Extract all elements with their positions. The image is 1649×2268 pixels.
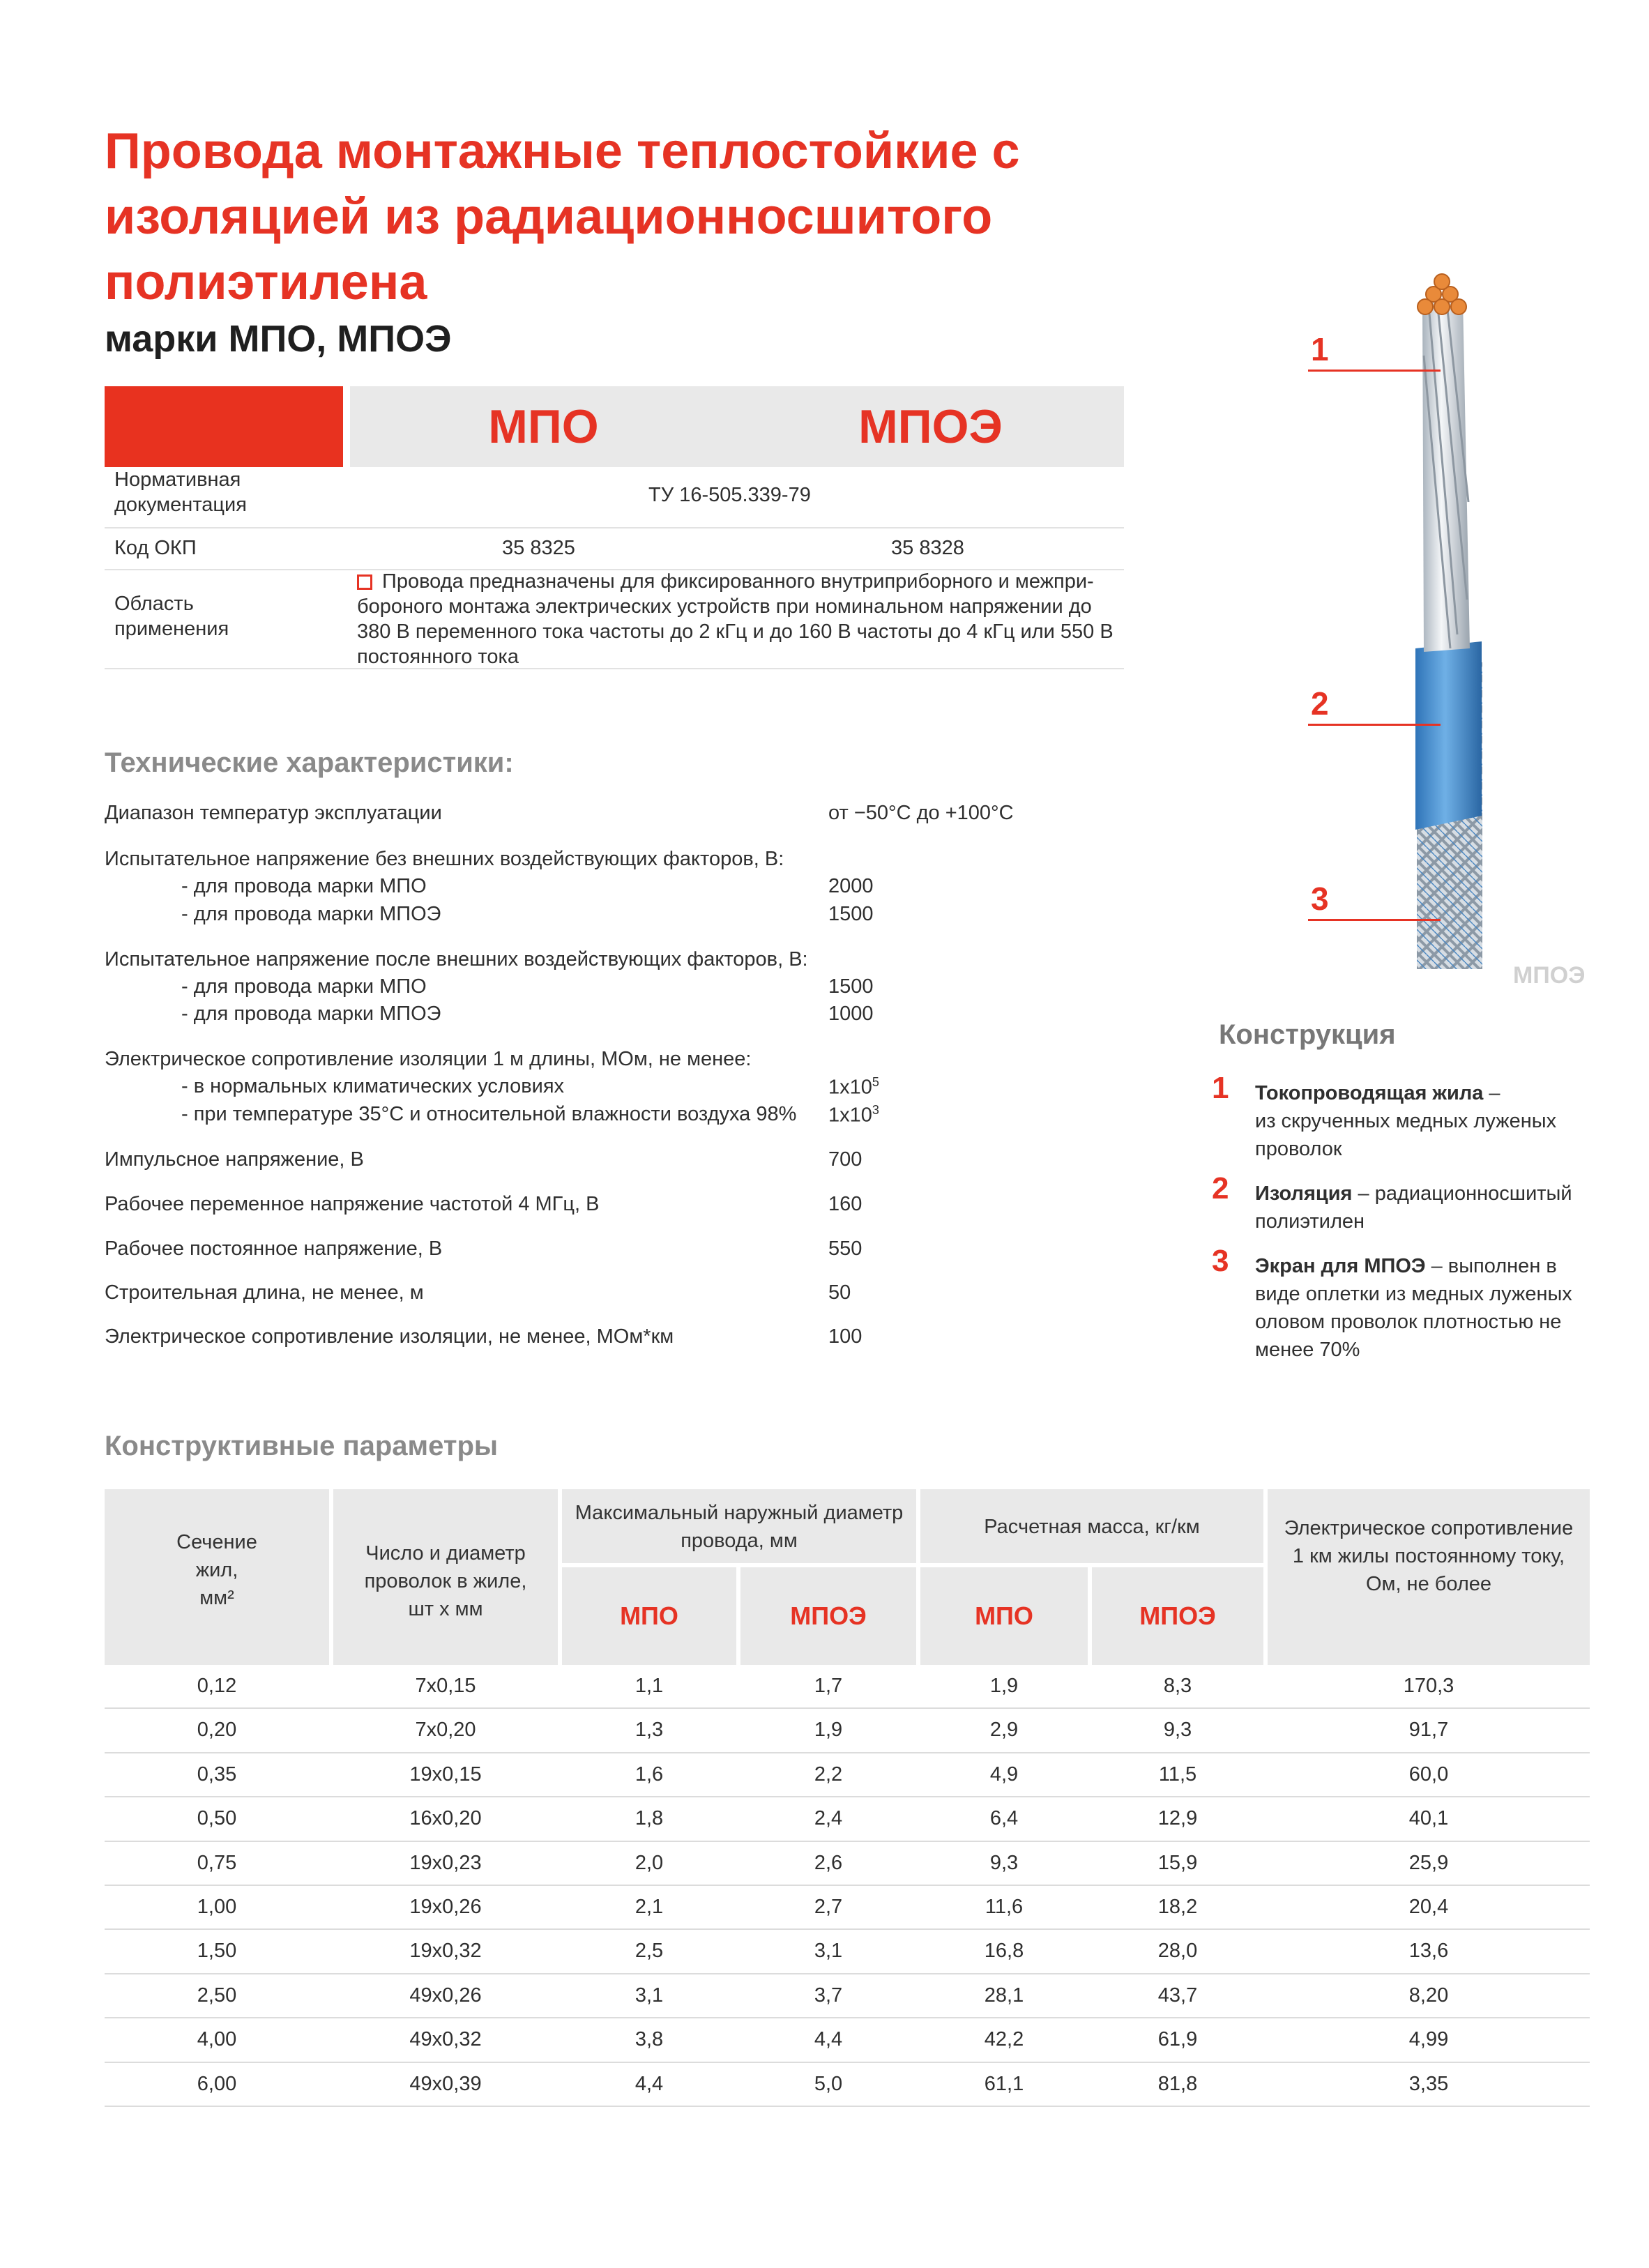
- table-cell: 4,00: [197, 2028, 237, 2051]
- table-cell: 1,9: [989, 1675, 1019, 1697]
- table-row: [105, 2063, 1590, 2107]
- table-row: [105, 1665, 1590, 1709]
- params-body: [105, 1665, 1590, 2111]
- table-cell: 19х0,26: [409, 1896, 482, 1918]
- table-row: [105, 1974, 1590, 2018]
- spec-temp-value: от −50°С до +100°С: [828, 802, 1014, 824]
- spec-test2-mpo: - для провода марки МПО: [181, 975, 427, 998]
- table-cell: 19х0,15: [409, 1763, 482, 1786]
- construction-item-2: Изоляция – радиационносшитый полиэтилен: [1255, 1182, 1572, 1233]
- table-cell: 12,9: [1157, 1807, 1198, 1830]
- table-cell: 0,75: [197, 1851, 237, 1874]
- callout-2-label: 2: [1311, 685, 1329, 722]
- table-cell: 1,3: [634, 1719, 664, 1742]
- callout-2-line: [1308, 724, 1441, 726]
- table-cell: 43,7: [1157, 1984, 1198, 2007]
- table-cell: 19х0,32: [409, 1940, 482, 1963]
- spec-ins-value: 100: [828, 1325, 863, 1348]
- title-line: изоляцией из радиационносшитого: [105, 189, 993, 245]
- spec-dc-label: Рабочее постоянное напряжение, В: [105, 1238, 443, 1260]
- table-cell: 11,6: [985, 1896, 1024, 1918]
- brand-mpo: МПО: [488, 400, 599, 453]
- table-cell: 6,00: [197, 2072, 237, 2095]
- params-sub-mass-mpoe: МПОЭ: [1092, 1567, 1263, 1665]
- okp-label: Код ОКП: [114, 537, 197, 559]
- square-bullet-icon: [357, 574, 372, 590]
- spec-test1-mpo: - для провода марки МПО: [181, 875, 427, 897]
- table-cell: 3,35: [1408, 2072, 1449, 2095]
- callout-3-line: [1308, 919, 1441, 921]
- spec-res-hot: - при температуре 35°С и относительной влажности воздуха 98%: [181, 1103, 797, 1125]
- table-cell: 7х0,20: [415, 1719, 476, 1742]
- construction-num-2: 2: [1212, 1171, 1229, 1205]
- table-cell: 0,50: [197, 1807, 237, 1830]
- table-cell: 15,9: [1157, 1851, 1198, 1874]
- page-title: [105, 119, 1150, 315]
- row-divider: [105, 2106, 1590, 2107]
- spec-length-value: 50: [828, 1281, 851, 1304]
- table-cell: 2,50: [197, 1984, 237, 2007]
- table-cell: 42,2: [984, 2028, 1024, 2051]
- table-cell: 49х0,26: [409, 1984, 482, 2007]
- spec-test1-mpoe: - для провода марки МПОЭ: [181, 903, 441, 925]
- table-cell: 3,1: [634, 1984, 664, 2007]
- spec-pulse-value: 700: [828, 1148, 863, 1171]
- table-cell: 8,3: [1163, 1675, 1192, 1697]
- title-line: полиэтилена: [105, 254, 427, 310]
- params-sub-mass-mpo: МПО: [920, 1567, 1088, 1665]
- table-cell: 8,20: [1408, 1984, 1449, 2007]
- callout-1-label: 1: [1311, 331, 1329, 367]
- spec-ac-label: Рабочее переменное напряжение частотой 4 МГц, В: [105, 1193, 600, 1215]
- brand-mpoe: МПОЭ: [858, 400, 1003, 453]
- table-row: [105, 1709, 1590, 1753]
- table-cell: 18,2: [1157, 1896, 1198, 1918]
- table-cell: 7х0,15: [415, 1675, 476, 1697]
- info-row-area: [105, 569, 1124, 669]
- table-cell: 28,1: [984, 1984, 1024, 2007]
- okp-value-mpoe: 35 8328: [891, 537, 964, 559]
- table-cell: 19х0,23: [409, 1851, 482, 1874]
- table-row: [105, 1753, 1590, 1797]
- info-row-norm: [105, 467, 1124, 528]
- construction-item-3: Экран для МПОЭ – выполнен в виде оплетки из медных луженых оловом проволок плотностью не менее 70%: [1255, 1255, 1572, 1361]
- table-cell: 4,4: [634, 2072, 664, 2095]
- table-cell: 1,50: [197, 1940, 237, 1963]
- params-heading: Конструктивные параметры: [105, 1431, 499, 1461]
- table-cell: 81,8: [1157, 2072, 1198, 2095]
- params-sub-diam-mpo: МПО: [562, 1567, 736, 1665]
- spec-ac-value: 160: [828, 1193, 863, 1215]
- insulation-layer: [1415, 641, 1482, 830]
- spec-test1-label: Испытательное напряжение без внешних воздействующих факторов, В:: [105, 848, 784, 870]
- spec-dc-value: 550: [828, 1238, 863, 1260]
- spec-test1-mpo-value: 2000: [828, 875, 874, 897]
- table-cell: 11,5: [1158, 1763, 1197, 1786]
- table-row: [105, 2018, 1590, 2062]
- table-cell: 28,0: [1157, 1940, 1198, 1963]
- table-cell: 2,4: [814, 1807, 843, 1830]
- table-cell: 1,00: [197, 1896, 237, 1918]
- title-line: Провода монтажные теплостойкие с: [105, 123, 1020, 179]
- spec-res-label: Электрическое сопротивление изоляции 1 м длины, МОм, не менее:: [105, 1048, 752, 1070]
- area-label: Область применения: [114, 593, 229, 640]
- spec-test1-mpoe-value: 1500: [828, 903, 874, 925]
- spec-temp-label: Диапазон температур эксплуатации: [105, 802, 442, 824]
- table-cell: 4,99: [1408, 2028, 1449, 2051]
- table-cell: 1,1: [634, 1675, 664, 1697]
- params-header-resistance: Электрическое сопротивление 1 км жилы постоянному току, Ом, не более: [1268, 1489, 1590, 1665]
- table-cell: 1,8: [634, 1807, 664, 1830]
- spec-test2-mpoe: - для провода марки МПОЭ: [181, 1003, 441, 1025]
- table-cell: 91,7: [1408, 1719, 1449, 1742]
- table-cell: 1,9: [814, 1719, 843, 1742]
- table-row: [105, 1797, 1590, 1841]
- table-cell: 60,0: [1408, 1763, 1449, 1786]
- spec-res-hot-value: $1x10^3$: [828, 1103, 879, 1127]
- table-row: [105, 1842, 1590, 1886]
- table-cell: 13,6: [1408, 1940, 1449, 1963]
- table-cell: 20,4: [1408, 1896, 1449, 1918]
- brand-band: [105, 386, 1124, 467]
- table-cell: 5,0: [814, 2072, 843, 2095]
- spec-test2-mpoe-value: 1000: [828, 1003, 874, 1025]
- spec-pulse-label: Импульсное напряжение, В: [105, 1148, 364, 1171]
- cable-illustration: [1381, 272, 1513, 969]
- spec-length-label: Строительная длина, не менее, м: [105, 1281, 424, 1304]
- params-header-wires: Число и диаметр проволок в жиле, шт х мм: [333, 1489, 558, 1665]
- table-cell: 2,9: [989, 1719, 1019, 1742]
- construction-heading: Конструкция: [1219, 1019, 1396, 1050]
- spec-ins-label: Электрическое сопротивление изоляции, не менее, МОм*км: [105, 1325, 674, 1348]
- params-sub-diam-mpoe: МПОЭ: [740, 1567, 916, 1665]
- table-cell: 49х0,32: [409, 2028, 482, 2051]
- table-cell: 2,0: [634, 1851, 664, 1874]
- table-cell: 1,7: [814, 1675, 843, 1697]
- params-header-mass: Расчетная масса, кг/км: [920, 1489, 1263, 1563]
- table-row: [105, 1886, 1590, 1930]
- table-cell: 16,8: [984, 1940, 1024, 1963]
- table-cell: 9,3: [989, 1851, 1019, 1874]
- brand-red-block: [105, 386, 343, 467]
- table-cell: 61,1: [984, 2072, 1024, 2095]
- spec-test2-mpo-value: 1500: [828, 975, 874, 998]
- table-cell: 2,6: [814, 1851, 843, 1874]
- construction-num-3: 3: [1212, 1244, 1229, 1278]
- table-cell: 3,8: [634, 2028, 664, 2051]
- page-subtitle: марки МПО, МПОЭ: [105, 318, 452, 360]
- table-row: [105, 1930, 1590, 1974]
- table-cell: 9,3: [1163, 1719, 1192, 1742]
- table-cell: 2,1: [634, 1896, 664, 1918]
- table-cell: 4,4: [814, 2028, 843, 2051]
- params-header-diameter: Максимальный наружный диаметр провода, мм: [562, 1489, 916, 1563]
- table-cell: 0,20: [197, 1719, 237, 1742]
- table-cell: 49х0,39: [409, 2072, 482, 2095]
- spec-res-norm-value: $1x10^5$: [828, 1075, 879, 1099]
- tech-heading: Технические характеристики:: [105, 747, 514, 778]
- spec-test2-label: Испытательное напряжение после внешних воздействующих факторов, В:: [105, 948, 808, 971]
- table-cell: 4,9: [989, 1763, 1019, 1786]
- table-cell: 2,5: [634, 1940, 664, 1963]
- table-cell: 1,6: [634, 1763, 664, 1786]
- table-cell: 170,3: [1403, 1675, 1454, 1697]
- table-cell: 6,4: [989, 1807, 1019, 1830]
- table-cell: 2,7: [814, 1896, 843, 1918]
- okp-value-mpo: 35 8325: [502, 537, 575, 559]
- copper-cores-icon: [1418, 274, 1466, 314]
- table-cell: 61,9: [1157, 2028, 1198, 2051]
- info-row-okp: [105, 527, 1124, 570]
- table-cell: 3,1: [814, 1940, 843, 1963]
- table-cell: 16х0,20: [409, 1807, 482, 1830]
- construction-num-1: 1: [1212, 1071, 1229, 1105]
- table-cell: 0,12: [197, 1675, 237, 1697]
- callout-3-label: 3: [1311, 881, 1329, 917]
- norm-label: Нормативная документация: [114, 469, 247, 516]
- construction-item-1: Токопроводящая жила – из скрученных медных луженых проволок: [1255, 1082, 1557, 1160]
- params-header-section: Сечение жил, мм²: [105, 1489, 329, 1665]
- table-cell: 40,1: [1408, 1807, 1449, 1830]
- table-cell: 25,9: [1408, 1851, 1449, 1874]
- callout-1-line: [1308, 370, 1441, 372]
- illustration-caption: МПОЭ: [1513, 962, 1586, 989]
- area-text: Провода предназначены для фиксированного внутриприборного и межпри- бороного монтажа электрических устройств при номинальном напряжении до 380 В переменного тока частоты до 2 кГц и до 160 В частоты до 4 кГц или 550 В постоянного тока: [357, 570, 1114, 668]
- table-cell: 2,2: [814, 1763, 843, 1786]
- table-cell: 3,7: [814, 1984, 843, 2007]
- norm-value: ТУ 16-505.339-79: [648, 484, 811, 506]
- spec-res-norm: - в нормальных климатических условиях: [181, 1075, 565, 1097]
- table-cell: 0,35: [197, 1763, 237, 1786]
